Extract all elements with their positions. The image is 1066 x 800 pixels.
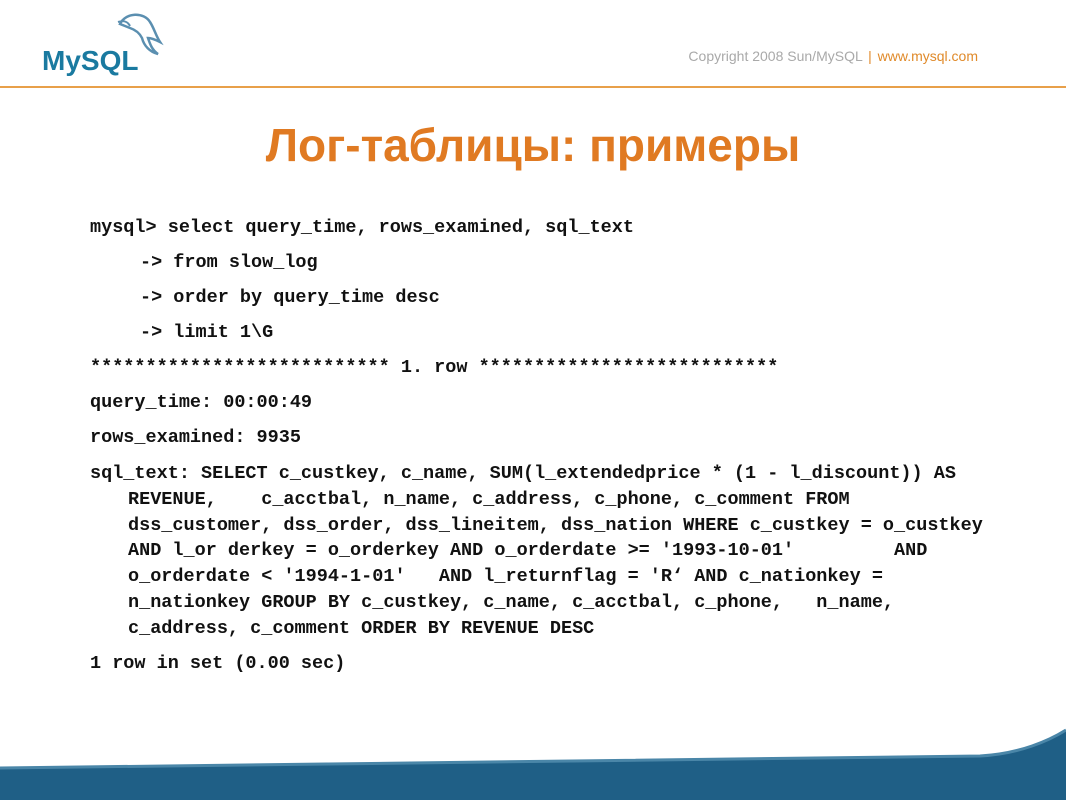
row-separator: *************************** 1. row *************************** (90, 357, 779, 378)
mysql-logo (40, 10, 180, 80)
sql-text-field: sql_text: SELECT c_custkey, c_name, SUM(l_extendedprice * (1 - l_discount)) AS REVENUE, c_acctbal, n_name, c_address, c_phone, c_comment FROM dss_customer, dss_order, dss_lineitem, dss_nation WHERE c_custkey = o_custkey AND l_or derkey = o_orderkey AND o_orderdate >= '1993-10-01' AND o_orderdate < '1994-1-01' AND l_returnflag = 'R‘ AND c_nationkey = n_nationkey GROUP BY c_custkey, c_name, c_acctbal, c_phone, n_name, c_address, c_comment ORDER BY REVENUE DESC (90, 463, 1039, 639)
query-line-order: -> order by query_time desc (140, 287, 440, 308)
rows-examined-field: rows_examined: 9935 (90, 427, 301, 448)
copyright-separator: | (868, 48, 872, 64)
result-summary: 1 row in set (0.00 sec) (90, 652, 346, 674)
slide-title: Лог-таблицы: примеры (265, 119, 801, 171)
website-link[interactable]: www.mysql.com (877, 48, 978, 64)
query-time-field: query_time: 00:00:49 (90, 392, 313, 413)
footer-band (0, 720, 1066, 800)
footer-wave-shape (0, 720, 1066, 800)
query-line-select: mysql> select query_time, rows_examined, sql_text (90, 217, 634, 238)
query-line-limit: -> limit 1\G (140, 322, 274, 343)
dolphin-logo-icon (40, 10, 180, 80)
header-divider (0, 86, 1066, 88)
logo-my-text: MySQL (42, 45, 139, 76)
query-line-from: -> from slow_log (140, 252, 318, 273)
copyright-notice (688, 48, 978, 64)
mysql-console-output (90, 214, 1039, 685)
slide-header (0, 0, 1066, 88)
copyright-text: Copyright 2008 Sun/MySQL (688, 48, 863, 64)
